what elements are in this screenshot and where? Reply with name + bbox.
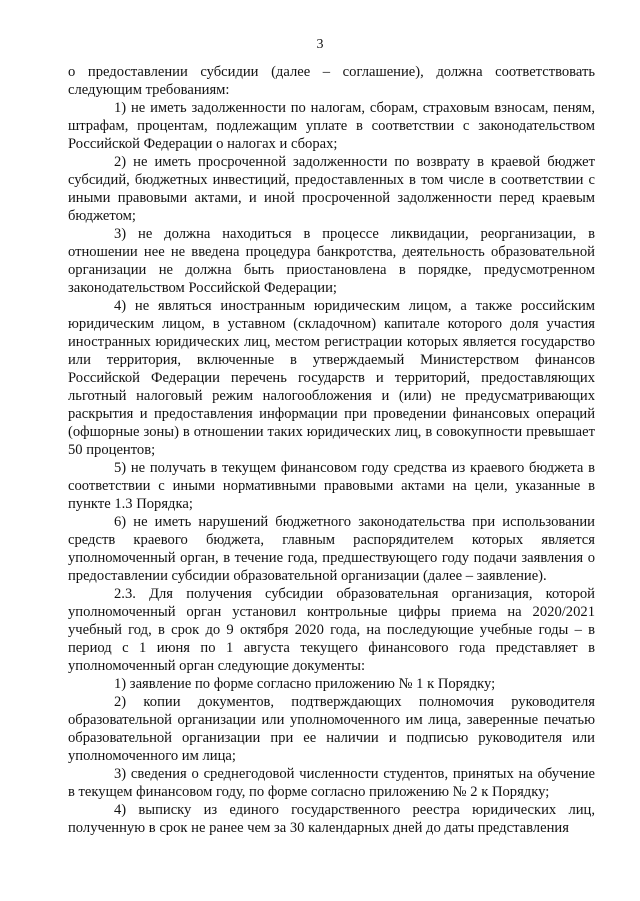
- paragraph: 1) заявление по форме согласно приложению № 1 к Порядку;: [114, 676, 496, 692]
- document-body: [68, 63, 595, 837]
- paragraph: 6) не иметь нарушений бюджетного законодательства при использовании средств краевого бюджета, главным распорядителем которых является уполномоченный орган, в течение года, предшествующего году подачи заявления о предоставлении субсидии образовательной организации (далее – заявление).: [68, 514, 595, 584]
- paragraph: 4) не являться иностранным юридическим лицом, а также российским юридическим лицом, в уставном (складочном) капитале которого доля участия иностранных юридических лиц, местом регистрации которых является государство или территория, включенные в утверждаемый Министерством финансов Российской Федерации перечень государств и территорий, предоставляющих льготный налоговый режим налогообложения и (или) не предусматривающих раскрытия и предоставления информации при проведении финансовых операций (офшорные зоны) в отношении таких юридических лиц, в совокупности превышает 50 процентов;: [68, 298, 595, 458]
- paragraph: 2.3. Для получения субсидии образовательная организация, которой уполномоченный орган установил контрольные цифры приема на 2020/2021 учебный год, в срок до 9 октября 2020 года, на последующие учебные годы – в период с 1 июня по 1 августа текущего финансового года представляет в уполномоченный орган следующие документы:: [68, 586, 595, 674]
- paragraph: 3) сведения о среднегодовой численности студентов, принятых на обучение в текущем финансовом году, по форме согласно приложению № 2 к Порядку;: [68, 766, 595, 800]
- paragraph: 1) не иметь задолженности по налогам, сборам, страховым взносам, пеням, штрафам, процентам, подлежащим уплате в соответствии с законодательством Российской Федерации о налогах и сборах;: [68, 100, 595, 152]
- page-number: 3: [316, 37, 324, 52]
- paragraph: 3) не должна находиться в процессе ликвидации, реорганизации, в отношении нее не введена процедура банкротства, деятельность образовательной организации не должна быть приостановлена в порядке, предусмотренном законодательством Российской Федерации;: [68, 226, 595, 296]
- paragraph: 4) выписку из единого государственного реестра юридических лиц, полученную в срок не ранее чем за 30 календарных дней до даты представления: [68, 802, 595, 836]
- paragraph: 2) копии документов, подтверждающих полномочия руководителя образовательной организации или уполномоченного им лица, заверенные печатью образовательной организации при ее наличии и подписью руководителя или уполномоченного им лица;: [68, 694, 595, 764]
- paragraph: 2) не иметь просроченной задолженности по возврату в краевой бюджет субсидий, бюджетных инвестиций, предоставленных в том числе в соответствии с иными правовыми актами, и иной просроченной задолженности перед краевым бюджетом;: [68, 154, 595, 224]
- paragraph: о предоставлении субсидии (далее – соглашение), должна соответствовать следующим требованиям:: [68, 64, 595, 98]
- paragraph: 5) не получать в текущем финансовом году средства из краевого бюджета в соответствии с иными нормативными правовыми актами на цели, указанные в пункте 1.3 Порядка;: [68, 460, 595, 512]
